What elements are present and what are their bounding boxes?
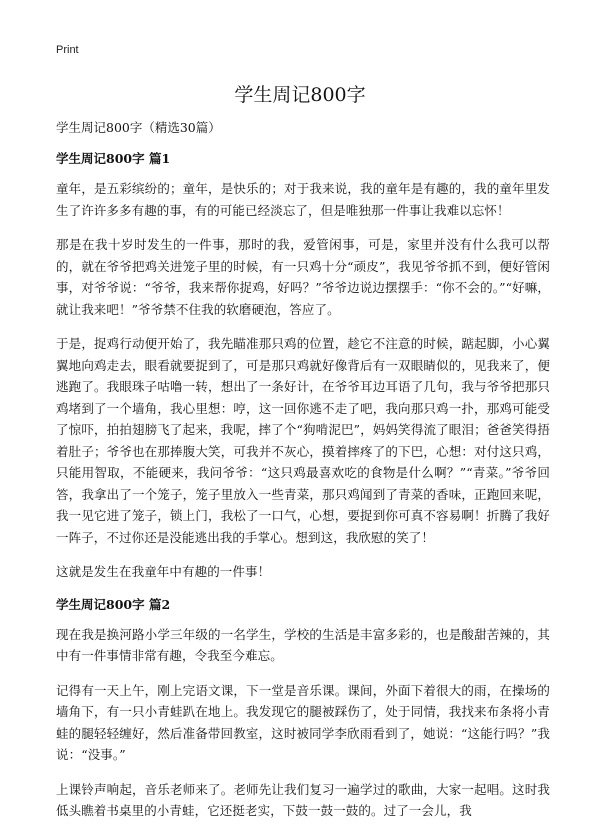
paragraph: 上课铃声响起，音乐老师来了。老师先让我们复习一遍学过的歌曲，大家一起唱。这时我低头瞧着书桌里的小青蛙，它还挺老实，下鼓一鼓一鼓的。过了一会儿，我 (56, 781, 550, 818)
section-heading: 学生周记800字 篇1 (56, 151, 171, 166)
paragraph: 童年，是五彩缤纷的；童年，是快乐的；对于我来说，我的童年是有趣的，我的童年里发生了许许多多有趣的事，有的可能已经淡忘了，但是唯独那一件事让我难以忘怀！ (56, 181, 550, 218)
paragraph: 记得有一天上午，刚上完语文课，下一堂是音乐课。课间，外面下着很大的雨，在操场的墙角下，有一只小青蛙趴在地上。我发现它的腿被踩伤了，处于同情，我找来布条将小青蛙的腿轻轻缠好，然后准备带回教室，这时被同学李欣雨看到了，她说：“这能行吗？”我说：“没事。” (56, 682, 550, 762)
essay-section-2 (56, 596, 550, 822)
paragraph: 现在我是换河路小学三年级的一名学生，学校的生活是丰富多彩的，也是酸甜苦辣的，其中有一件事情非常有趣，令我至今难忘。 (56, 626, 550, 663)
paragraph: 这就是发生在我童年中有趣的一件事！ (56, 564, 271, 579)
section-heading: 学生周记800字 篇2 (56, 596, 171, 612)
print-label: Print (56, 44, 79, 56)
paragraph: 那是在我十岁时发生的一件事，那时的我，爱管闲事，可是，家里并没有什么我可以帮的，就在爷爷把鸡关进笼子里的时候，有一只鸡十分“顽皮”，我见爷爷抓不到，便好管闲事，对爷爷说：“爷爷，我来帮你捉鸡，好吗？”爷爷边说边摆摆手：“你不会的。”“好嘛，就让我来吧！”爷爷禁不住我的软磨硬泡，答应了。 (56, 237, 550, 317)
document-body (56, 119, 550, 828)
document-subtitle: 学生周记800字（精选30篇） (56, 120, 221, 135)
document-title: 学生周记800字 (234, 84, 366, 106)
essay-section-1 (56, 150, 550, 583)
paragraph: 于是，捉鸡行动便开始了，我先瞄准那只鸡的位置，趁它不注意的时候，踮起脚，小心翼翼地向鸡走去，眼看就要捉到了，可是那只鸡就好像背后有一双眼睛似的，见我来了，便逃跑了。我眼珠子咕噜一转，想出了一条好计，在爷爷耳边耳语了几句，我与爷爷把那只鸡堵到了一个墙角，我心里想：哼，这一回你逃不走了吧，我向那只鸡一扑，那鸡可能受了惊吓，拍拍翅膀飞了起来，我呢，摔了个“狗啃泥巴”，妈妈笑得流了眼泪；爸爸笑得捂着肚子；爷爷也在那捧腹大笑，可我并不灰心，摸着摔疼了的下巴，心想：对付这只鸡，只能用智取，不能硬来，我问爷爷：“这只鸡最喜欢吃的食物是什么啊？”“青菜。”爷爷回答，我拿出了一个笼子，笼子里放入一些青菜，那只鸡闻到了青菜的香味，正跑回来呢，我一见它进了笼子，锁上门，我松了一口气，心想，要捉到你可真不容易啊！折腾了我好一阵子，不过你还是没能逃出我的手掌心。想到这，我欣慰的笑了！ (56, 336, 550, 545)
